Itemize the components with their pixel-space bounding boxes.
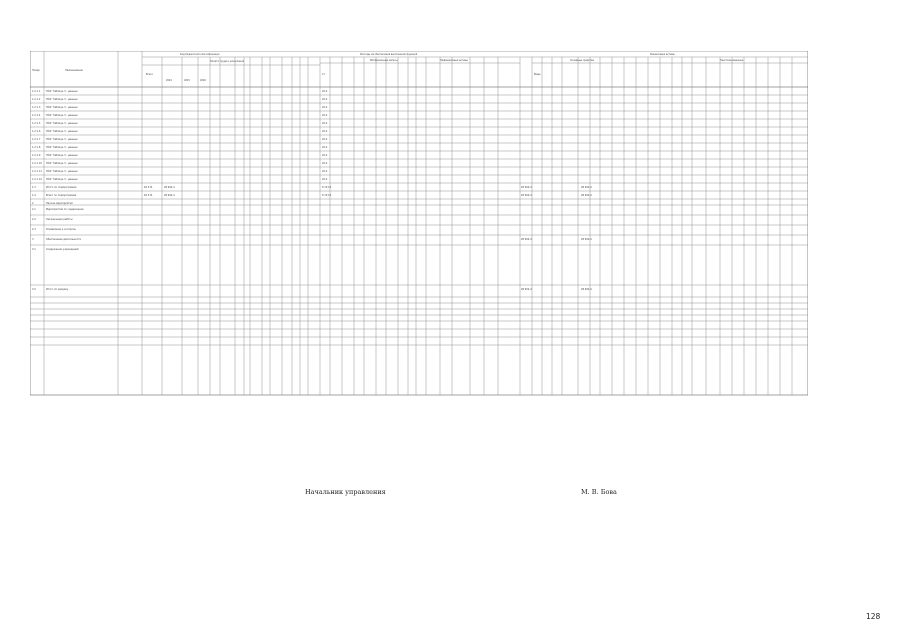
row-total: 8 723.4 (322, 186, 332, 189)
row-name: Всего по подпрограмме (46, 194, 77, 197)
header-fixed-assets: Основные средства (570, 59, 594, 62)
row-extra: 28 904.4 (581, 238, 592, 241)
row-code: 1.2.1.7 (32, 138, 41, 141)
row-name: Итого по разделу (46, 288, 69, 291)
row-code: 1.2.1.6 (32, 130, 41, 133)
header-nonfinancial: Нефинансовые активы (440, 59, 468, 62)
header-operations: Расходы на обеспечение выполнения функций (360, 53, 418, 56)
row-total: 20.0 (322, 130, 328, 133)
row-total: 20.0 (322, 98, 328, 101)
row-code: 3.2 (32, 288, 36, 291)
signature-position: Начальник управления (305, 488, 386, 496)
row-extra: 28 904.4 (581, 186, 592, 189)
row-name: ПОЗ. Таблица 3 - данные (46, 138, 78, 141)
row-code: 1.2.1.8 (32, 146, 41, 149)
row-code: 1.2.1.4 (32, 114, 41, 117)
row-value: 64 374 (144, 186, 153, 189)
row-name: ПОЗ. Таблица 3 - данные (46, 114, 78, 117)
col-header-name: Наименование (65, 69, 83, 72)
col-header-year: 2024 (166, 79, 172, 82)
row-name: Итого по подпрограмме (46, 186, 77, 189)
row-value: 64 374 (144, 194, 153, 197)
row-code: 1.2.1.5 (32, 122, 41, 125)
row-total: 20.0 (322, 178, 328, 181)
row-total: 20.0 (322, 146, 328, 149)
row-name: ПОЗ. Таблица 3 - данные (46, 154, 78, 157)
col-header-year: 2026 (200, 79, 206, 82)
row-code: 1.2.1.3 (32, 106, 41, 109)
row-code: 2.1 (32, 208, 36, 211)
col-header-article: Ст. (322, 73, 326, 76)
row-code: 2.2 (32, 218, 36, 221)
row-code: 1.2.1.11 (32, 170, 42, 173)
page-number: 128 (866, 612, 881, 621)
header-financial: Финансовые активы (650, 53, 675, 56)
row-code: 1.2.1.12 (32, 178, 42, 181)
row-extra: 28 904.4 (521, 238, 532, 241)
row-name: Организация работы (46, 218, 73, 221)
row-code: 1.3 (32, 186, 36, 189)
col-header-year: 2025 (184, 79, 190, 82)
header-materials: Материальные запасы (370, 59, 398, 62)
signature-name: М. В. Бова (581, 488, 617, 496)
row-name: ПОЗ. Таблица 3 - данные (46, 146, 78, 149)
row-extra: 28 904.4 (521, 186, 532, 189)
header-unused: Неиспользованные (720, 59, 744, 62)
row-name: ПОЗ. Таблица 3 - данные (46, 90, 78, 93)
row-extra: 28 904.4 (521, 288, 532, 291)
row-value: 28 904.4 (164, 194, 175, 197)
row-name: ПОЗ. Таблица 3 - данные (46, 130, 78, 133)
row-name: ПОЗ. Таблица 3 - данные (46, 106, 78, 109)
row-code: 1.2.1.10 (32, 162, 42, 165)
col-header-types: Виды (534, 73, 541, 76)
row-total: 20.0 (322, 154, 328, 157)
row-total: 20.0 (322, 114, 328, 117)
row-name: ПОЗ. Таблица 3 - данные (46, 122, 78, 125)
row-name: Мероприятия по содержанию (46, 208, 84, 211)
row-value: 28 904.4 (164, 186, 175, 189)
row-extra: 28 904.4 (581, 288, 592, 291)
row-code: 3 (32, 238, 34, 241)
row-name: ПОЗ. Таблица 3 - данные (46, 170, 78, 173)
row-code: 1.2.1.1 (32, 90, 41, 93)
row-total: 20.0 (322, 106, 328, 109)
row-name: ПОЗ. Таблица 3 - данные (46, 98, 78, 101)
col-header-total: Всего (146, 73, 153, 76)
col-header-number: Номер (32, 69, 40, 72)
row-name: Содержание учреждений (46, 248, 79, 251)
row-code: 1.4 (32, 194, 36, 197)
row-code: 2.3 (32, 228, 36, 231)
row-total: 20.0 (322, 162, 328, 165)
row-name: Управление и контроль (46, 228, 76, 231)
row-total: 20.0 (322, 138, 328, 141)
row-name: ПОЗ. Таблица 3 - данные (46, 178, 78, 181)
row-name: Обеспечение деятельности (46, 238, 82, 241)
row-total: 20.0 (322, 170, 328, 173)
row-code: 2 (32, 202, 34, 205)
budget-table (30, 51, 808, 465)
row-name: Прочие мероприятия (46, 202, 73, 205)
row-extra: 28 904.4 (581, 194, 592, 197)
header-budget-code: Код бюджетной классификации (180, 53, 220, 56)
row-code: 1.2.1.9 (32, 154, 41, 157)
row-name: ПОЗ. Таблица 3 - данные (46, 162, 78, 165)
row-total: 20.0 (322, 90, 328, 93)
row-extra: 28 904.4 (521, 194, 532, 197)
header-labor: Оплата труда и начисления (210, 60, 245, 63)
row-code: 3.1 (32, 248, 36, 251)
row-total: 20.0 (322, 122, 328, 125)
row-code: 1.2.1.2 (32, 98, 41, 101)
row-total: 8 723.4 (322, 194, 332, 197)
